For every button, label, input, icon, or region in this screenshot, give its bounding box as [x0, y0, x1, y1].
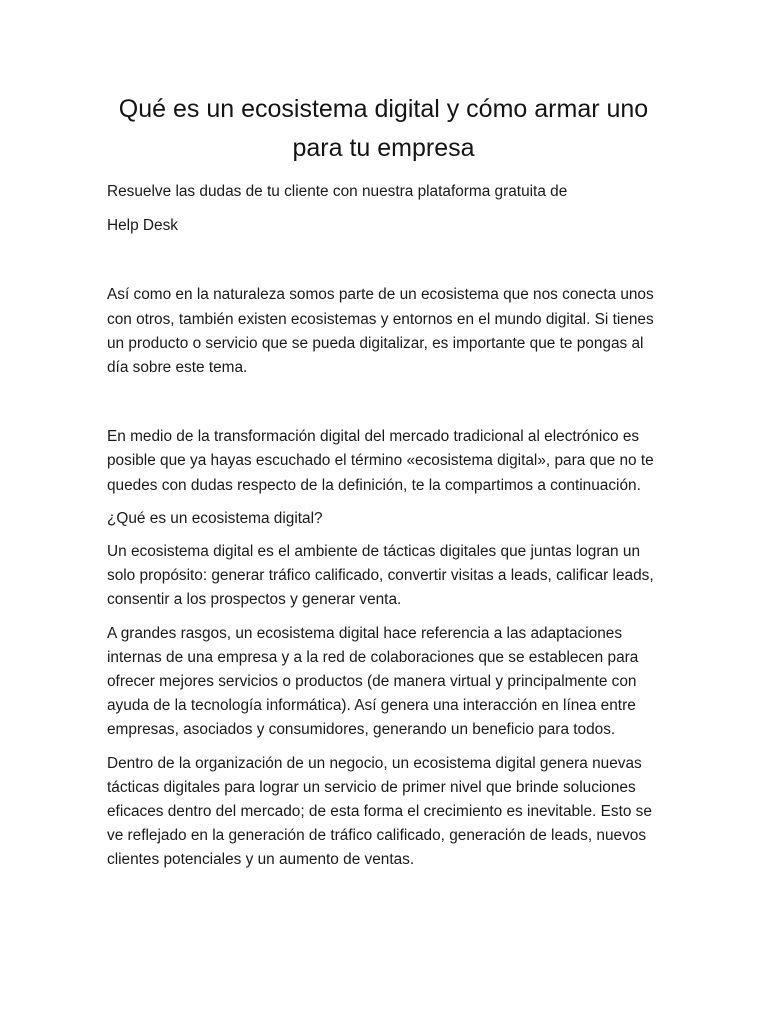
- paragraph-intro: Así como en la naturaleza somos parte de un ecosistema que nos conecta unos con otros, también existen ecosistemas y entornos en el mundo digital. Si tienes un producto o servicio que se pueda digitalizar, es importante que te pongas al día sobre este tema.: [107, 286, 654, 377]
- section-question: ¿Qué es un ecosistema digital?: [107, 509, 323, 527]
- paragraph-organization: Dentro de la organización de un negocio, un ecosistema digital genera nuevas tácticas digitales para lograr un servicio de primer nivel que brinde soluciones eficaces dentro del mercado; de esta forma el crecimiento es inevitable. Esto se ve reflejado en la generación de tráfico calificado, generación de leads, nuevos clientes potenciales y un aumento de ventas.: [107, 754, 652, 869]
- subtitle-line-2: Help Desk: [107, 217, 178, 235]
- paragraph-definition: Un ecosistema digital es el ambiente de tácticas digitales que juntas logran un solo propósito: generar tráfico calificado, convertir visitas a leads, calificar leads, consentir a los prospectos y generar venta.: [107, 543, 654, 609]
- paragraph-transformation: En medio de la transformación digital del mercado tradicional al electrónico es posible que ya hayas escuchado el término «ecosistema digital», para que no te quedes con dudas respecto de la definición, te la compartimos a continuación.: [107, 428, 654, 494]
- paragraph-overview: A grandes rasgos, un ecosistema digital hace referencia a las adaptaciones internas de una empresa y a la red de colaboraciones que se establecen para ofrecer mejores servicios o productos (de manera virtual y principalmente con ayuda de la tecnología informática). Así genera una interacción en línea entre empresas, asociados y consumidores, generando un beneficio para todos.: [107, 624, 639, 739]
- page-title: Qué es un ecosistema digital y cómo armar uno para tu empresa: [118, 95, 649, 162]
- subtitle-line-1: Resuelve las dudas de tu cliente con nuestra plataforma gratuita de: [107, 183, 568, 200]
